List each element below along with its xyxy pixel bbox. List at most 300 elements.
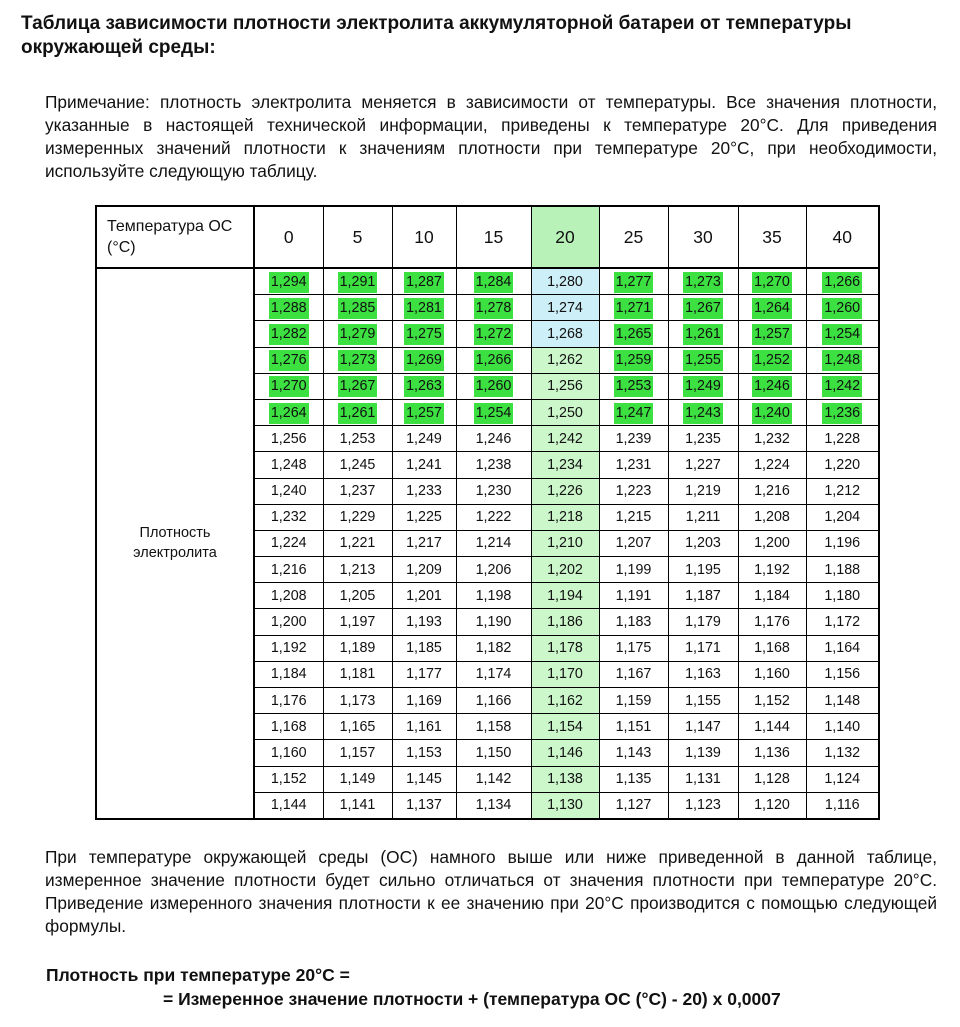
density-cell <box>323 399 392 425</box>
density-value: 1,256 <box>270 430 307 447</box>
density-value: 1,202 <box>547 561 583 578</box>
density-value: 1,241 <box>406 456 442 473</box>
density-cell <box>668 321 738 347</box>
density-value: 1,215 <box>615 509 652 526</box>
density-cell <box>456 504 531 530</box>
density-cell <box>668 452 738 478</box>
density-cell <box>738 792 806 819</box>
after-note-paragraph: При температуре окружающей среды (ОС) намного выше или ниже приведенной в данной таблице, измеренное значение плотности будет сильно отличаться от значения плотности при температуре 20°С. Приведение измеренного значения плотности к ее значению при 20°С производится с помощью следующей формулы. <box>45 847 937 936</box>
density-row-label: Плотность электролита <box>96 268 254 819</box>
density-cell <box>392 557 456 583</box>
density-value: 1,160 <box>754 666 790 683</box>
density-cell <box>668 295 738 321</box>
density-value: 1,116 <box>824 797 860 814</box>
density-cell <box>323 295 392 321</box>
density-cell <box>254 321 323 347</box>
density-value: 1,223 <box>615 483 652 500</box>
density-cell <box>531 714 599 740</box>
density-value: 1,203 <box>685 535 721 552</box>
density-cell <box>599 504 668 530</box>
density-value: 1,233 <box>406 483 442 500</box>
density-value: 1,274 <box>547 299 583 316</box>
density-cell <box>323 609 392 635</box>
density-cell <box>456 557 531 583</box>
density-cell <box>806 399 879 425</box>
density-cell <box>254 792 323 819</box>
density-cell <box>668 740 738 766</box>
density-cell <box>531 347 599 373</box>
density-cell <box>599 688 668 714</box>
density-cell <box>599 373 668 399</box>
density-value: 1,249 <box>406 430 442 447</box>
density-cell <box>456 426 531 452</box>
density-cell <box>599 609 668 635</box>
temperature-header-cell: 35 <box>738 206 806 268</box>
density-cell <box>392 399 456 425</box>
density-value: 1,192 <box>270 640 307 657</box>
density-cell <box>531 661 599 687</box>
density-cell <box>254 557 323 583</box>
density-cell <box>806 766 879 792</box>
density-cell <box>599 530 668 556</box>
density-cell <box>531 452 599 478</box>
density-value: 1,224 <box>270 535 307 552</box>
density-cell <box>254 347 323 373</box>
density-cell <box>254 478 323 504</box>
density-value: 1,146 <box>547 744 583 761</box>
density-value: 1,270 <box>269 376 309 397</box>
density-value: 1,176 <box>270 692 307 709</box>
density-value: 1,266 <box>474 350 514 371</box>
density-cell <box>254 295 323 321</box>
density-value: 1,240 <box>752 403 792 424</box>
density-cell <box>323 347 392 373</box>
note-paragraph: Примечание: плотность электролита меняется в зависимости от температуры. Все значения плотности, указанные в настоящей технической информации, приведены к температуре 20°С. Для приведения измеренных значений плотности к значениям плотности при температуре 20°С, при необходимости, используйте следующую таблицу. <box>45 92 937 181</box>
density-cell <box>806 295 879 321</box>
temperature-header-cell: 5 <box>323 206 392 268</box>
density-cell <box>738 426 806 452</box>
density-cell <box>599 661 668 687</box>
density-cell <box>668 426 738 452</box>
density-cell <box>392 347 456 373</box>
density-cell <box>806 426 879 452</box>
density-cell <box>668 661 738 687</box>
density-value: 1,237 <box>339 483 376 500</box>
density-value: 1,193 <box>406 614 442 631</box>
density-value: 1,176 <box>754 614 790 631</box>
density-cell <box>392 792 456 819</box>
density-cell <box>738 557 806 583</box>
density-value: 1,197 <box>339 614 376 631</box>
density-value: 1,242 <box>547 430 583 447</box>
density-value: 1,264 <box>269 403 309 424</box>
density-cell <box>668 347 738 373</box>
density-value: 1,270 <box>752 272 792 293</box>
density-cell <box>806 714 879 740</box>
density-cell <box>456 478 531 504</box>
density-value: 1,169 <box>406 692 442 709</box>
page-title: Таблица зависимости плотности электролита аккумуляторной батареи от температуры окружающей среды: <box>21 13 852 58</box>
density-value: 1,221 <box>339 535 376 552</box>
temperature-header-cell: 20 <box>531 206 599 268</box>
density-cell <box>456 295 531 321</box>
density-cell <box>738 714 806 740</box>
density-value: 1,178 <box>547 640 583 657</box>
density-value: 1,175 <box>615 640 652 657</box>
density-value: 1,144 <box>754 718 790 735</box>
density-cell <box>456 635 531 661</box>
density-value: 1,267 <box>338 376 378 397</box>
density-value: 1,263 <box>404 376 444 397</box>
density-cell <box>806 504 879 530</box>
density-value: 1,179 <box>685 614 721 631</box>
density-value: 1,213 <box>339 561 376 578</box>
density-value: 1,138 <box>547 771 583 788</box>
density-value: 1,127 <box>615 797 652 814</box>
density-cell <box>599 583 668 609</box>
density-value: 1,267 <box>683 298 723 319</box>
density-value: 1,236 <box>822 403 862 424</box>
temperature-header-label: Температура ОС (°С) <box>96 206 254 268</box>
density-cell <box>392 635 456 661</box>
density-cell <box>254 504 323 530</box>
density-value: 1,131 <box>685 771 721 788</box>
density-value: 1,224 <box>754 456 790 473</box>
formula-line-1: Плотность при температуре 20°С = <box>46 965 350 985</box>
density-cell <box>323 321 392 347</box>
density-cell <box>392 321 456 347</box>
density-cell <box>738 478 806 504</box>
density-cell <box>254 268 323 295</box>
density-value: 1,268 <box>547 325 583 342</box>
density-cell <box>806 530 879 556</box>
density-value: 1,154 <box>547 718 583 735</box>
density-value: 1,182 <box>475 640 512 657</box>
density-value: 1,252 <box>752 350 792 371</box>
density-value: 1,143 <box>615 744 652 761</box>
density-value: 1,155 <box>685 692 721 709</box>
density-cell <box>456 347 531 373</box>
density-cell <box>254 583 323 609</box>
density-cell <box>806 478 879 504</box>
density-value: 1,257 <box>404 403 444 424</box>
density-value: 1,261 <box>683 324 723 345</box>
density-value: 1,188 <box>824 561 861 578</box>
density-value: 1,259 <box>614 350 654 371</box>
density-value: 1,242 <box>822 376 862 397</box>
density-value: 1,187 <box>685 587 721 604</box>
density-value: 1,282 <box>269 324 309 345</box>
density-value: 1,191 <box>615 587 652 604</box>
density-cell <box>806 688 879 714</box>
density-cell <box>806 321 879 347</box>
density-cell <box>392 609 456 635</box>
density-value: 1,163 <box>685 666 721 683</box>
density-value: 1,172 <box>824 614 861 631</box>
density-value: 1,200 <box>754 535 790 552</box>
density-value: 1,276 <box>269 350 309 371</box>
density-value: 1,142 <box>475 771 512 788</box>
density-value: 1,248 <box>822 350 862 371</box>
density-value: 1,174 <box>475 666 512 683</box>
density-cell <box>806 792 879 819</box>
density-cell <box>599 399 668 425</box>
density-cell <box>738 295 806 321</box>
density-cell <box>599 792 668 819</box>
density-value: 1,120 <box>754 797 790 814</box>
density-value: 1,135 <box>615 771 652 788</box>
density-cell <box>668 530 738 556</box>
density-value: 1,144 <box>270 797 307 814</box>
temperature-header-cell: 25 <box>599 206 668 268</box>
density-value: 1,184 <box>754 587 790 604</box>
density-value: 1,266 <box>822 272 862 293</box>
density-cell <box>738 452 806 478</box>
density-cell <box>738 661 806 687</box>
density-value: 1,278 <box>474 298 514 319</box>
density-value: 1,246 <box>752 376 792 397</box>
density-value: 1,254 <box>822 324 862 345</box>
density-value: 1,145 <box>406 771 442 788</box>
density-cell <box>456 766 531 792</box>
density-value: 1,229 <box>339 509 376 526</box>
density-value: 1,247 <box>614 403 654 424</box>
formula-line-2: = Измеренное значение плотности + (температура ОС (°С) - 20) х 0,0007 <box>163 989 781 1009</box>
density-cell <box>531 557 599 583</box>
density-value: 1,285 <box>338 298 378 319</box>
density-value: 1,170 <box>547 666 583 683</box>
density-cell <box>456 399 531 425</box>
density-cell <box>668 399 738 425</box>
density-cell <box>456 792 531 819</box>
density-cell <box>392 478 456 504</box>
density-cell <box>738 321 806 347</box>
density-value: 1,134 <box>475 797 512 814</box>
density-value: 1,198 <box>475 587 512 604</box>
density-cell <box>456 530 531 556</box>
density-cell <box>323 661 392 687</box>
density-value: 1,201 <box>406 587 442 604</box>
density-value: 1,166 <box>475 692 512 709</box>
density-value: 1,232 <box>754 430 790 447</box>
density-value: 1,196 <box>824 535 861 552</box>
density-value: 1,177 <box>406 666 442 683</box>
density-cell <box>599 714 668 740</box>
table-row <box>96 268 879 295</box>
density-cell <box>531 792 599 819</box>
density-cell <box>599 268 668 295</box>
density-cell <box>392 766 456 792</box>
density-cell <box>392 583 456 609</box>
density-cell <box>531 426 599 452</box>
density-cell <box>531 583 599 609</box>
density-value: 1,184 <box>270 666 307 683</box>
density-cell <box>531 609 599 635</box>
density-value: 1,185 <box>406 640 442 657</box>
density-value: 1,210 <box>547 535 583 552</box>
density-value: 1,186 <box>547 614 583 631</box>
density-value: 1,271 <box>614 298 654 319</box>
density-cell <box>806 661 879 687</box>
density-value: 1,124 <box>824 771 861 788</box>
density-cell <box>392 714 456 740</box>
density-cell <box>456 373 531 399</box>
density-value: 1,279 <box>338 324 378 345</box>
density-value: 1,128 <box>754 771 790 788</box>
density-value: 1,228 <box>824 430 861 447</box>
density-cell <box>531 295 599 321</box>
density-cell <box>531 373 599 399</box>
density-value: 1,200 <box>270 614 307 631</box>
density-cell <box>668 766 738 792</box>
density-cell <box>738 609 806 635</box>
density-value: 1,235 <box>685 430 721 447</box>
density-value: 1,253 <box>339 430 376 447</box>
density-value: 1,218 <box>547 509 583 526</box>
density-cell <box>456 688 531 714</box>
density-cell <box>668 688 738 714</box>
density-cell <box>323 714 392 740</box>
density-value: 1,132 <box>824 744 861 761</box>
density-cell <box>456 321 531 347</box>
density-cell <box>392 268 456 295</box>
density-value: 1,168 <box>270 718 307 735</box>
density-cell <box>456 583 531 609</box>
density-value: 1,273 <box>338 350 378 371</box>
density-cell <box>599 635 668 661</box>
density-cell <box>668 557 738 583</box>
density-cell <box>392 504 456 530</box>
density-cell <box>806 609 879 635</box>
density-cell <box>254 426 323 452</box>
density-cell <box>531 766 599 792</box>
density-cell <box>254 740 323 766</box>
density-value: 1,239 <box>615 430 652 447</box>
density-value: 1,245 <box>339 456 376 473</box>
density-value: 1,190 <box>475 614 512 631</box>
density-value: 1,171 <box>685 640 721 657</box>
density-value: 1,161 <box>406 718 442 735</box>
density-cell <box>323 504 392 530</box>
density-value: 1,225 <box>406 509 442 526</box>
density-value: 1,181 <box>339 666 376 683</box>
density-value: 1,264 <box>752 298 792 319</box>
density-cell <box>323 530 392 556</box>
density-value: 1,139 <box>685 744 721 761</box>
density-cell <box>668 478 738 504</box>
density-value: 1,164 <box>824 640 861 657</box>
density-cell <box>323 373 392 399</box>
density-value: 1,141 <box>339 797 376 814</box>
density-cell <box>668 373 738 399</box>
density-cell <box>599 740 668 766</box>
density-cell <box>738 740 806 766</box>
density-value: 1,153 <box>406 744 442 761</box>
density-value: 1,137 <box>406 797 442 814</box>
density-cell <box>323 688 392 714</box>
density-cell <box>599 557 668 583</box>
density-value: 1,243 <box>683 403 723 424</box>
density-cell <box>738 347 806 373</box>
density-cell <box>456 609 531 635</box>
density-cell <box>738 766 806 792</box>
density-cell <box>806 452 879 478</box>
density-cell <box>531 530 599 556</box>
density-value: 1,167 <box>615 666 652 683</box>
density-cell <box>599 321 668 347</box>
density-cell <box>738 583 806 609</box>
density-value: 1,140 <box>824 718 861 735</box>
density-cell <box>806 373 879 399</box>
density-value: 1,208 <box>270 587 307 604</box>
density-value: 1,255 <box>683 350 723 371</box>
density-cell <box>599 766 668 792</box>
density-value: 1,248 <box>270 456 307 473</box>
density-value: 1,273 <box>683 272 723 293</box>
density-cell <box>254 399 323 425</box>
density-cell <box>531 268 599 295</box>
density-cell <box>323 557 392 583</box>
density-value: 1,219 <box>685 483 721 500</box>
density-cell <box>323 766 392 792</box>
density-value: 1,288 <box>269 298 309 319</box>
density-cell <box>806 635 879 661</box>
density-cell <box>323 268 392 295</box>
density-cell <box>531 688 599 714</box>
density-cell <box>738 268 806 295</box>
density-cell <box>392 426 456 452</box>
density-value: 1,152 <box>270 771 307 788</box>
density-cell <box>668 792 738 819</box>
density-value: 1,249 <box>683 376 723 397</box>
density-value: 1,158 <box>475 718 512 735</box>
density-value: 1,216 <box>270 561 307 578</box>
density-cell <box>806 557 879 583</box>
density-value: 1,232 <box>270 509 307 526</box>
density-value: 1,280 <box>547 273 583 290</box>
density-value: 1,199 <box>615 561 652 578</box>
density-table <box>95 205 880 820</box>
density-value: 1,222 <box>475 509 512 526</box>
density-value: 1,156 <box>824 666 861 683</box>
density-cell <box>392 452 456 478</box>
density-cell <box>531 478 599 504</box>
density-cell <box>668 583 738 609</box>
density-value: 1,281 <box>404 298 444 319</box>
density-cell <box>599 452 668 478</box>
density-value: 1,234 <box>547 456 583 473</box>
density-value: 1,147 <box>685 718 721 735</box>
density-value: 1,162 <box>547 692 583 709</box>
density-cell <box>738 530 806 556</box>
temperature-header-cell: 15 <box>456 206 531 268</box>
density-cell <box>323 452 392 478</box>
density-cell <box>323 792 392 819</box>
density-value: 1,216 <box>754 483 790 500</box>
density-value: 1,130 <box>547 797 583 814</box>
density-value: 1,250 <box>547 404 583 421</box>
temperature-header-cell: 0 <box>254 206 323 268</box>
density-value: 1,180 <box>824 587 861 604</box>
density-cell <box>806 583 879 609</box>
density-value: 1,150 <box>475 744 512 761</box>
density-value: 1,192 <box>754 561 790 578</box>
density-cell <box>254 530 323 556</box>
density-cell <box>456 661 531 687</box>
density-value: 1,284 <box>474 272 514 293</box>
density-value: 1,254 <box>474 403 514 424</box>
density-value: 1,272 <box>474 324 514 345</box>
